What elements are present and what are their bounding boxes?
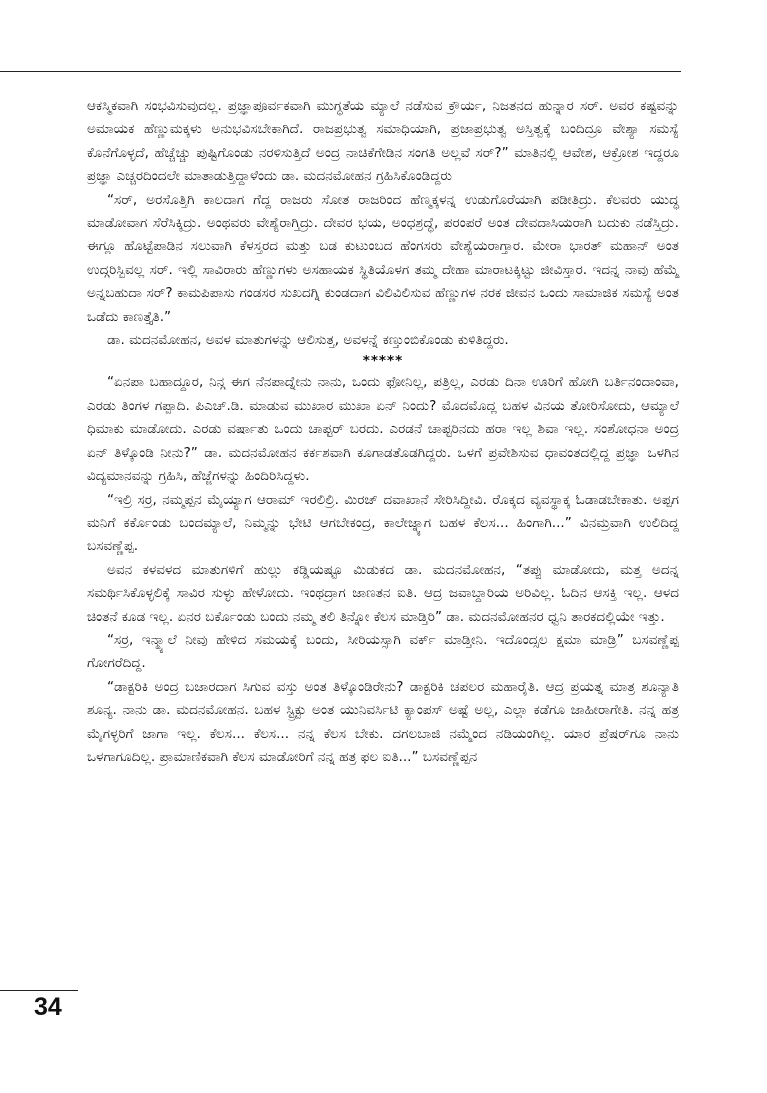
body-text bbox=[87, 95, 679, 769]
paragraph-2: “ಸರ್, ಅರಸೊತ್ತಿಗಿ ಕಾಲದಾಗ ಗೆದ್ದ ರಾಜರು ಸೋತ ರಾಜರಿಂದ ಹೆಣ್ಮಕ್ಕಳನ್ನ ಉಡುಗೊರೆಯಾಗಿ ಪಡೀತಿದ್ರು. ಕೆಲವರು ಯುದ್ಧ ಮಾಡೋವಾಗ ಸೆರೆಸಿಕ್ಕಿದ್ರು. ಅಂಥವರು ವೇಶ್ಯೆರಾಗ್ತಿದ್ರು. ದೇವರ ಭಯ, ಅಂಧಶ್ರದ್ಧೆ, ಪರಂಪರೆ ಅಂತ ದೇವದಾಸಿಯರಾಗಿ ಬದುಕು ನಡೆಸ್ತಿದ್ರು. ಈಗ್ಲೂ ಹೊಟ್ಟೆಪಾಡಿನ ಸಲುವಾಗಿ ಕೆಳಸ್ತರದ ಮತ್ತು ಬಡ ಕುಟುಂಬದ ಹೆಂಗಸರು ವೇಶ್ಯೆಯರಾಗ್ತಾರ. ಮೇರಾ ಭಾರತ್ ಮಹಾನ್ ಅಂತ ಉದ್ಗರಿಸ್ಬಿವಲ್ಲ ಸರ್. ಇಲ್ಲಿ ಸಾವಿರಾರು ಹೆಣ್ಣುಗಳು ಅಸಹಾಯಕ ಸ್ಥಿತಿಯೊಳಗ ತಮ್ಮ ದೇಹಾ ಮಾರಾಟಕ್ಕಿಟ್ಟು ಜೀವಿಸ್ತಾರ. ಇದನ್ನ ನಾವು ಹೆಮ್ಮೆ ಅನ್ನಬಹುದಾ ಸರ್? ಕಾಮಪಿಪಾಸು ಗಂಡಸರ ಸುಖದಗ್ನಿ ಕುಂಡದಾಗ ವಿಲಿವಿಲಿಸುವ ಹೆಣ್ಣುಗಳ ನರಕ ಜೀವನ ಒಂದು ಸಾಮಾಜಿಕ ಸಮಸ್ಯೆ ಅಂತ ಒಡೆದು ಕಾಣತ್ತೈತಿ.” bbox=[87, 191, 679, 325]
bottom-rule bbox=[0, 990, 78, 991]
paragraph-3: ಡಾ. ಮದನಮೋಹನ, ಅವಳ ಮಾತುಗಳನ್ನು ಆಲಿಸುತ್ತ, ಅವಳನ್ನೆ ಕಣ್ತುಂಬಿಕೊಂಡು ಕುಳಿತಿದ್ದರು. bbox=[107, 332, 509, 349]
paragraph-7: “ಸರ್ರ, ಇನ್ಮ್ಯಾಲೆ ನೀವು ಹೇಳಿದ ಸಮಯಕ್ಕೆ ಬಂದು, ಸೀರಿಯಸ್ಸಾಗಿ ವರ್ಕ್ ಮಾಡ್ತೀನಿ. ಇದೊಂದ್ಸಲ ಕ್ಷಮಾ ಮಾಡ್ರಿ” ಬಸವಣ್ಣೆಪ್ಪ ಗೋಗರೆದಿದ್ದ. bbox=[87, 631, 679, 672]
page-number: 34 bbox=[34, 993, 62, 1021]
paragraph-8: “ಡಾಕ್ಟರಿಕಿ ಅಂದ್ರ ಬಜಾರದಾಗ ಸಿಗುವ ವಸ್ತು ಅಂತ ತಿಳ್ಕೊಂಡಿರೇನು? ಡಾಕ್ಟರಿಕಿ ಚಪಲರ ಮಹಾರೈತಿ. ಆದ್ರ ಪ್ರಯತ್ನ ಮಾತ್ರ ಶೂನ್ಯಾತಿ ಶೂನ್ಯ. ನಾನು ಡಾ. ಮದನಮೋಹನ. ಬಹಳ ಸ್ಟ್ರಿಕ್ಟು ಅಂತ ಯುನಿವರ್ಸಿಟಿ ಕ್ಯಾಂಪಸ್ ಅಷ್ಟೆ ಅಲ್ಲ, ಎಲ್ಲಾ ಕಡೆಗೂ ಜಾಹೀರಾಗೇತಿ. ನನ್ನ ಹತ್ರ ಮೈಗಳ್ಳರಿಗೆ ಜಾಗಾ ಇಲ್ಲ. ಕೆಲಸ... ಕೆಲಸ... ನನ್ನ ಕೆಲಸ ಬೇಕು. ದಗಲಬಾಜಿ ನಮ್ಮೆಂದ ನಡಿಯಂಗಿಲ್ಲ. ಯಾರ ಪ್ರೆಷರ್‌ಗೂ ನಾನು ಒಳಗಾಗೂದಿಲ್ಲ. ಪ್ರಾಮಾಣಿಕವಾಗಿ ಕೆಲಸ ಮಾಡೋರಿಗೆ ನನ್ನ ಹತ್ರ ಫಲ ಐತಿ...” ಬಸವಣ್ಣೆಪ್ಪನ bbox=[87, 678, 679, 765]
paragraph-6: ಅವನ ಕಳವಳದ ಮಾತುಗಳಿಗೆ ಹುಲ್ಲು ಕಡ್ಡಿಯಷ್ಟೂ ಮಿಡುಕದ ಡಾ. ಮದನಮೋಹನ, “ತಪ್ಪು ಮಾಡೋದು, ಮತ್ತ ಅದನ್ನ ಸಮರ್ಥಿಸಿಕೊಳ್ಳಲಿಕ್ಕೆ ಸಾವಿರ ಸುಳ್ಳು ಹೇಳೋದು. ಇಂಥದ್ರಾಗ ಜಾಣತನ ಐತಿ. ಆದ್ರ ಜವಾಬ್ದಾರಿಯ ಅರಿವಿಲ್ಲ. ಓದಿನ ಆಸಕ್ತಿ ಇಲ್ಲ. ಆಳದ ಚಿಂತನೆ ಕೂಡ ಇಲ್ಲ. ಏನರ ಬರ್ಕೊಂಡು ಬಂದು ನಮ್ಮ ತಲಿ ತಿನ್ನೋ ಕೆಲಸ ಮಾಡ್ತಿರಿ” ಡಾ. ಮದನಮೋಹನರ ಧ್ವನಿ ತಾರಕದಲ್ಲಿಯೇ ಇತ್ತು. bbox=[87, 561, 679, 625]
paragraph-4: “ಏನಪಾ ಬಹಾದ್ದೂರ, ನಿನ್ಗ ಈಗ ನೆನಪಾದ್ನೇನು ನಾನು, ಒಂದು ಫೋನಿಲ್ಲ, ಪತ್ರಿಲ್ಲ, ಎರಡು ದಿನಾ ಊರಿಗೆ ಹೋಗಿ ಬರ್ತಿನಂದಾಂವಾ, ಎರಡು ತಿಂಗಳ ಗಪ್ಪಾದಿ. ಪಿಎಚ್.ಡಿ. ಮಾಡುವ ಮುಖಾರ ಮುಖಾ ಏನ್ ನಿಂದು? ಮೊದಮೊದ್ಲ ಬಹಳ ವಿನಯ ತೋರಿಸೋದು, ಆಮ್ಯಾಲೆ ಧಿಮಾಕು ಮಾಡೋದು. ಎರಡು ವರ್ಷಾತು ಒಂದು ಚಾಪ್ಟರ್ ಬರದು. ಎರಡನೆ ಚಾಪ್ಟರಿನದು ಹರಾ ಇಲ್ಲ ಶಿವಾ ಇಲ್ಲ. ಸಂಶೋಧನಾ ಅಂದ್ರ ಏನ್ ತಿಳ್ಕೊಂಡಿ ನೀನು?” ಡಾ. ಮದನಮೋಹನ ಕರ್ಕಶವಾಗಿ ಕೂಗಾಡತೊಡಗಿದ್ದರು. ಒಳಗೆ ಪ್ರವೇಶಿಸುವ ಧಾವಂತದಲ್ಲಿದ್ದ ಪ್ರಜ್ಞಾ ಒಳಗಿನ ವಿದ್ಯಮಾನವನ್ನು ಗ್ರಹಿಸಿ, ಹೆಜ್ಜೆಗಳನ್ನು ಹಿಂದಿರಿಸಿದ್ದಳು. bbox=[87, 374, 679, 485]
section-separator: ***** bbox=[362, 353, 404, 370]
paragraph-5: “ಇಲ್ರಿ ಸರ್ರ, ನಮ್ಮಪ್ಪನ ಮೈಯ್ಯಾಗ ಆರಾಮ್ ಇರಲಿಲ್ರಿ. ಮಿರಜ್ ದವಾಖಾನೆ ಸೇರಿಸಿದ್ದೀವಿ. ರೊಕ್ಕದ ವ್ಯವಸ್ಥಾಕ್ಕ ಓಡಾಡಬೇಕಾತು. ಅಪ್ಪಗ ಮನಿಗೆ ಕರ್ಕೊಂಡು ಬಂದಮ್ಯಾಲೆ, ನಿಮ್ಮನ್ನು ಭೇಟಿ ಆಗಬೇಕಂದ್ರ, ಕಾಲೇಜ್ನ್ಯಾಗ ಬಹಳ ಕೆಲಸ... ಹಿಂಗಾಗಿ...” ವಿನಮ್ರವಾಗಿ ಉಲಿದಿದ್ದ ಬಸವಣ್ಣೆಪ್ಪ. bbox=[87, 491, 679, 555]
paragraph-1: ಆಕಸ್ಮಿಕವಾಗಿ ಸಂಭವಿಸುವುದಲ್ಲ. ಪ್ರಜ್ಞಾಪೂರ್ವಕವಾಗಿ ಮುಗ್ಧತೆಯ ಮ್ಯಾಲೆ ನಡೆಸುವ ಕ್ರೌರ್ಯ, ನಿಜತನದ ಹುನ್ನಾರ ಸರ್. ಅವರ ಕಷ್ಟವನ್ನು ಅಮಾಯಕ ಹೆಣ್ಣುಮಕ್ಕಳು ಅನುಭವಿಸಬೇಕಾಗಿದೆ. ರಾಜಪ್ರಭುತ್ವ ಸಮಾಧಿಯಾಗಿ, ಪ್ರಜಾಪ್ರಭುತ್ವ ಅಸ್ತಿತ್ವಕ್ಕೆ ಬಂದಿದ್ರೂ ವೇಶ್ಯಾ ಸಮಸ್ಯೆ ಕೊನೆಗೊಳ್ಳದೆ, ಹೆಚ್ಚೆಚ್ಚು ಪುಷ್ಟಿಗೊಂಡು ನರಳಿಸುತ್ತಿದೆ ಅಂದ್ರ ನಾಚಿಕೆಗೇಡಿನ ಸಂಗತಿ ಅಲ್ಲವೆ ಸರ್?” ಮಾತಿನಲ್ಲಿ ಆವೇಶ, ಆಕ್ರೋಶ ಇದ್ದರೂ ಪ್ರಜ್ಞಾ ಎಚ್ಚರದಿಂದಲೇ ಮಾತಾಡುತ್ತಿದ್ದಾಳೆಂದು ಡಾ. ಮದನಮೋಹನ ಗ್ರಹಿಸಿಕೊಂಡಿದ್ದರು bbox=[87, 98, 679, 185]
top-rule bbox=[0, 71, 681, 72]
